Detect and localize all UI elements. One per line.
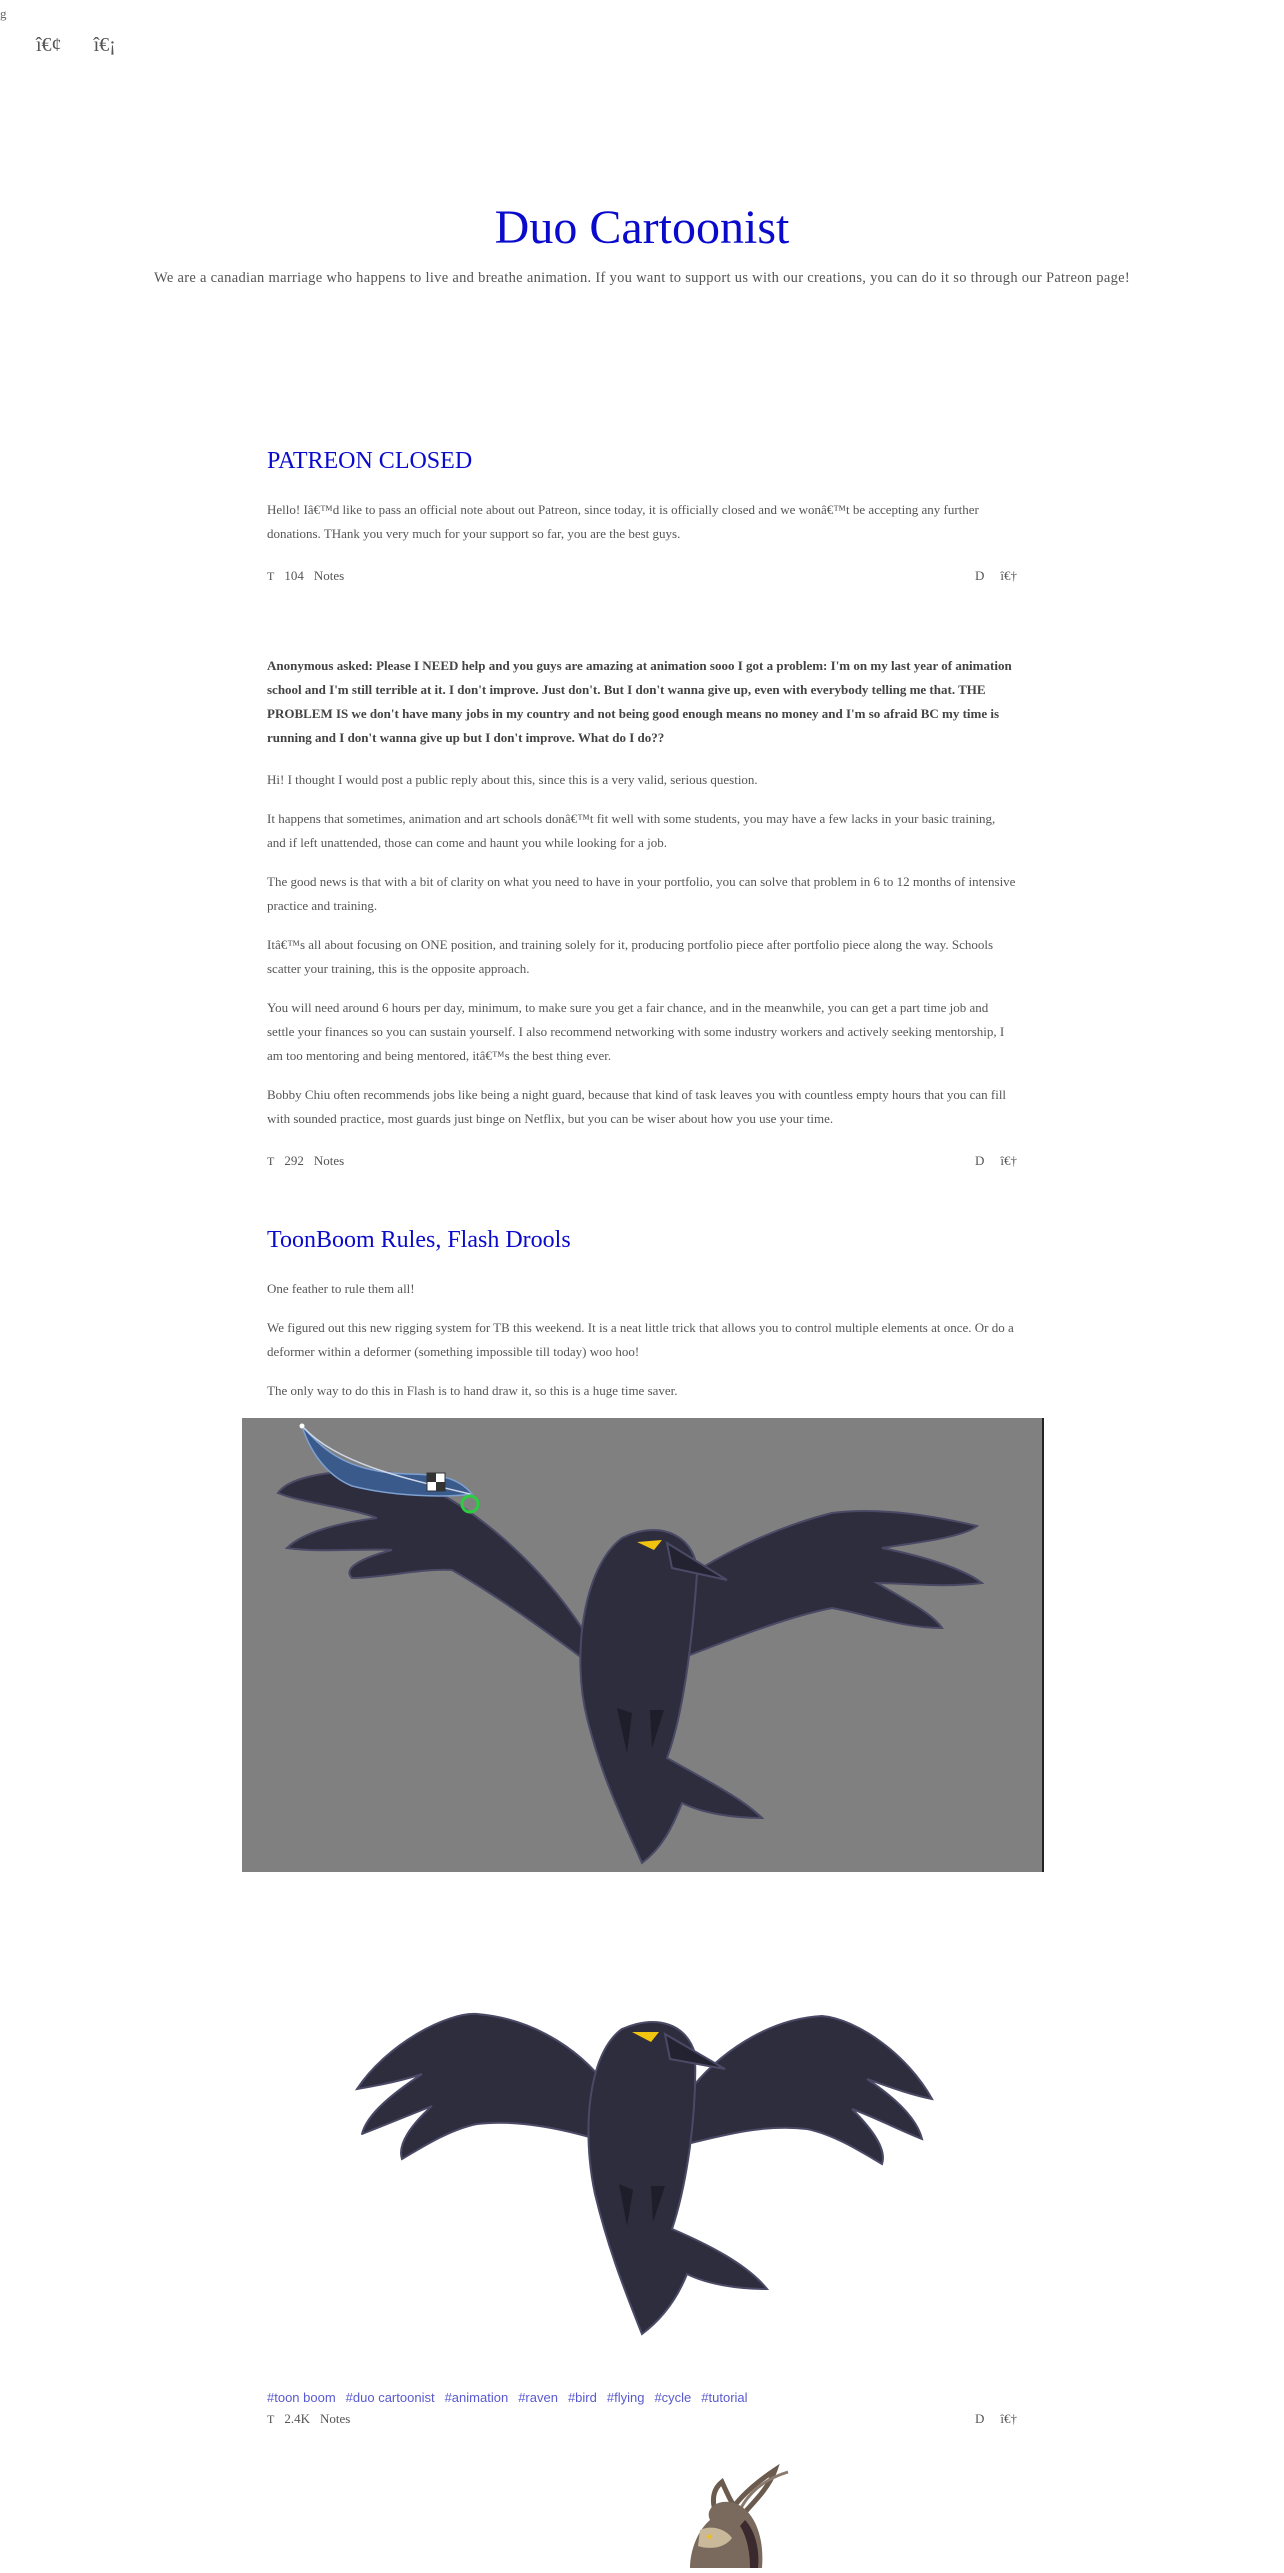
raven-rig-image[interactable] (242, 1418, 1044, 1872)
post-paragraph: The good news is that with a bit of clarity on what you need to have in your portfolio, you can solve that problem in 6 to 12 months of intensive practice and training. (267, 874, 1016, 913)
corner-glyph: g (0, 6, 7, 21)
tag-link[interactable]: #tutorial (701, 2390, 748, 2405)
post-list (267, 446, 1017, 2435)
post-ask-reply (267, 654, 1017, 1177)
post-paragraph: Itâ€™s all about focusing on ONE position, and training solely for it, producing portfolio piece after portfolio piece along the way. Schools scatter your training, this is the opposite approach. (267, 937, 994, 976)
reblog-icon[interactable]: T (267, 1154, 275, 1168)
blog-header (0, 196, 1284, 287)
share-icon[interactable]: D (974, 1153, 985, 1168)
notes-count[interactable]: 104 (284, 568, 304, 583)
tag-link[interactable]: #raven (518, 2390, 558, 2405)
post-title[interactable]: PATREON CLOSED (267, 448, 473, 474)
tag-link[interactable]: #cycle (654, 2390, 692, 2405)
share-icon[interactable]: D (974, 568, 985, 583)
next-post-image[interactable] (650, 2460, 800, 2568)
post-footer (267, 2411, 1017, 2435)
post-title[interactable]: ToonBoom Rules, Flash Drools (267, 1227, 571, 1253)
post-paragraph: Bobby Chiu often recommends jobs like being a night guard, because that kind of task leaves you with countless empty hours that you can fill with sounded practice, most guards just binge on Netflix, but you can be wiser about how you use your time. (267, 1087, 1007, 1126)
post-paragraph: One feather to rule them all! (267, 1281, 415, 1296)
post-paragraph: Hello! Iâ€™d like to pass an official note about out Patreon, since today, it is officially closed and we wonâ€™t be accepting any further donations. THank you very much for your support so far, you are the best guys. (267, 502, 979, 541)
raven-flying-illustration (267, 1944, 1017, 2364)
tag-link[interactable]: #bird (567, 2390, 597, 2405)
post-paragraph: Hi! I thought I would post a public reply about this, since this is a very valid, serious question. (267, 772, 758, 787)
post-paragraph: You will need around 6 hours per day, minimum, to make sure you get a fair chance, and in the meanwhile, you can get a part time job and settle your finances so you can sustain yourself. I also recommend networking with some industry workers and actively seeking mentorship, I am too mentoring and being mentored, itâ€™s the best thing ever. (267, 1000, 1005, 1063)
nav-icon-1[interactable]: î€¢ (36, 34, 62, 56)
notes-count[interactable]: 2.4K (284, 2411, 310, 2426)
tag-link[interactable]: #toon boom (267, 2390, 336, 2405)
tag-link[interactable]: #flying (606, 2390, 645, 2405)
post-paragraph: The only way to do this in Flash is to hand draw it, so this is a huge time saver. (267, 1383, 678, 1398)
tag-link[interactable]: #duo cartoonist (345, 2390, 435, 2405)
creature-illustration (650, 2460, 800, 2568)
nav-icon-2[interactable]: î€¡ (93, 34, 116, 56)
notes-label[interactable]: Notes (313, 1153, 345, 1168)
reblog-icon[interactable]: T (267, 569, 275, 583)
top-icon-bar (36, 34, 116, 57)
notes-label[interactable]: Notes (319, 2411, 351, 2426)
post-paragraph: We figured out this new rigging system for TB this weekend. It is a neat little trick that allows you to control multiple elements at once. Or do a deformer within a deformer (something impossible till today) woo hoo! (267, 1320, 1014, 1359)
post-menu-icon[interactable]: î€† (1000, 568, 1017, 583)
tag-link[interactable]: #animation (444, 2390, 509, 2405)
post-toonboom (267, 1225, 1017, 2435)
post-footer (267, 568, 1017, 592)
post-paragraph: It happens that sometimes, animation and art schools donâ€™t fit well with some students, you may have a few lacks in your basic training, and if left unattended, those can come and haunt you while looking for a job. (267, 811, 996, 850)
post-menu-icon[interactable]: î€† (1000, 2411, 1017, 2426)
ask-question: Anonymous asked: Please I NEED help and you guys are amazing at animation sooo I got a problem: I'm on my last year of animation school and I'm still terrible at it. I don't improve. Just don't. But I don't wanna give up, even with everybody telling me that. THE PROBLEM IS we don't have many jobs in my country and not being good enough means no money and I'm so afraid BC my time is running and I don't wanna give up but I don't improve. What do I do?? (267, 658, 1012, 745)
reblog-icon[interactable]: T (267, 2412, 275, 2426)
tag-list (267, 2390, 1017, 2405)
blog-title[interactable]: Duo Cartoonist (494, 201, 790, 254)
blog-description: We are a canadian marriage who happens to live and breathe animation. If you want to support us with our creations, you can do it so through our Patreon page! (154, 270, 1130, 286)
post-patreon-closed (267, 446, 1017, 596)
notes-label[interactable]: Notes (313, 568, 345, 583)
raven-rig-illustration (242, 1418, 1042, 1872)
post-footer (267, 1153, 1017, 1177)
share-icon[interactable]: D (974, 2411, 985, 2426)
raven-flying-image[interactable] (267, 1944, 1017, 2364)
post-menu-icon[interactable]: î€† (1000, 1153, 1017, 1168)
notes-count[interactable]: 292 (284, 1153, 304, 1168)
